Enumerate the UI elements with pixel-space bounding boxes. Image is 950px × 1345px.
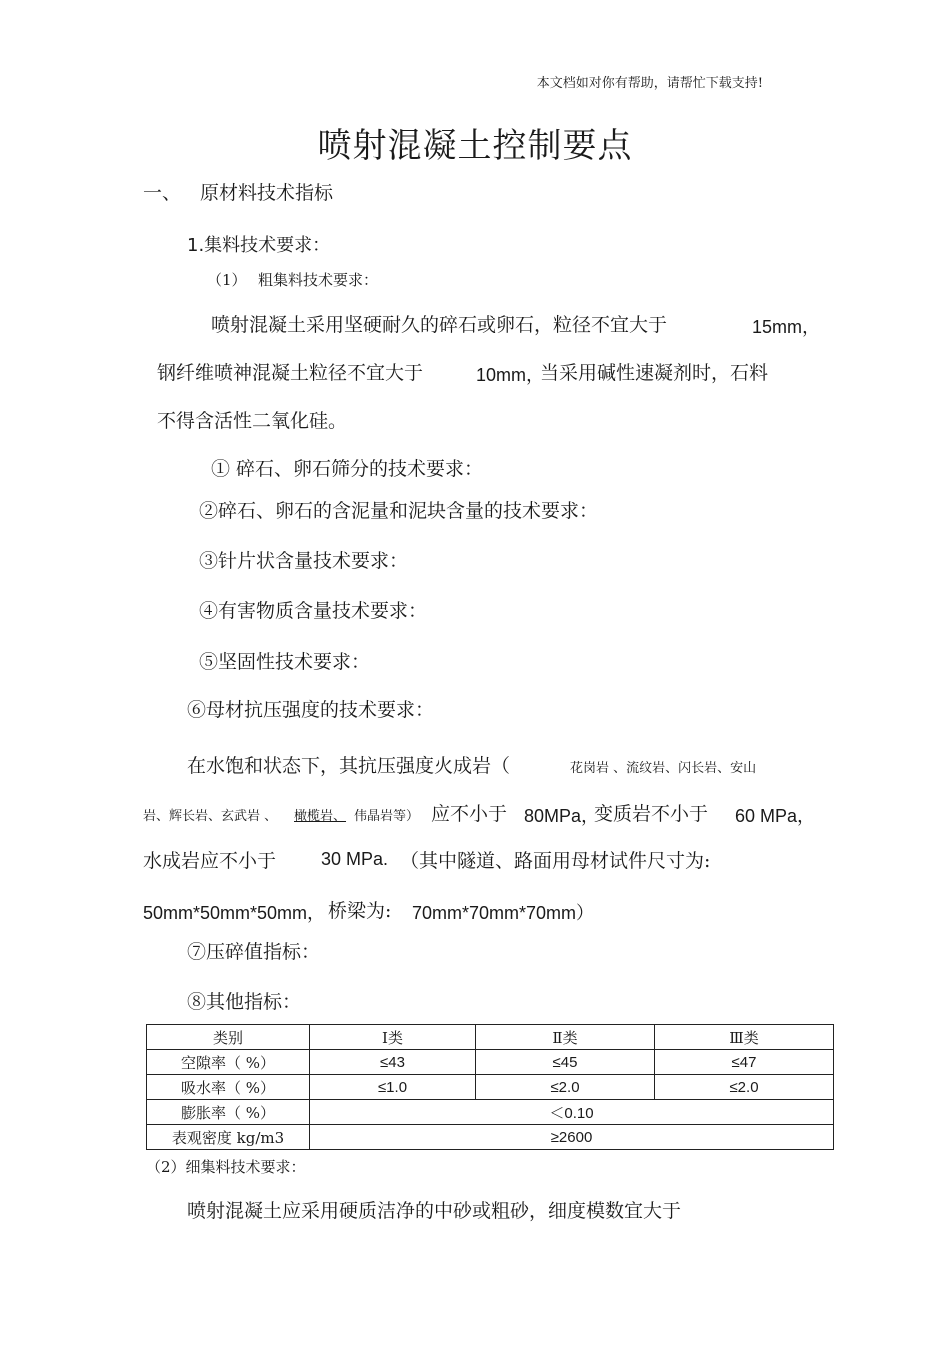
para1-line2-num: 10mm， — [476, 365, 545, 385]
para2-line1-small: 花岗岩 、流纹岩、闪长岩、安山 — [570, 761, 757, 776]
para2-line2-text-b: 变质岩不小于 — [594, 803, 709, 825]
para3: 喷射混凝土应采用硬质洁净的中砂或粗砂，细度模数宜大于 — [187, 1200, 682, 1222]
para2-line2-small-b: 伟晶岩等） — [354, 809, 420, 824]
table-cell: 吸水率（ %） — [147, 1075, 310, 1100]
para2-line1-text: 在水饱和状态下，其抗压强度火成岩（ — [187, 755, 511, 777]
table-cell: ≤2.0 — [476, 1075, 655, 1100]
para2-line3-text-a: 水成岩应不小于 — [143, 850, 277, 872]
table-header-row — [147, 1025, 834, 1050]
table-header-cell: 类别 — [147, 1025, 310, 1050]
table-row — [147, 1050, 834, 1075]
para2-line2-num-b: 60 MPa， — [735, 806, 816, 826]
header-note: 本文档如对你有帮助，请帮忙下载支持! — [536, 76, 763, 91]
item-5: ⑤坚固性技术要求： — [199, 651, 371, 673]
table-row — [147, 1100, 834, 1125]
item-4: ④有害物质含量技术要求： — [199, 600, 428, 622]
section-number: 一、 — [143, 182, 182, 204]
item-6: ⑥母材抗压强度的技术要求： — [187, 699, 435, 721]
item-8: ⑧其他指标： — [187, 991, 302, 1013]
table-row — [147, 1075, 834, 1100]
table-header-cell: Ⅰ类 — [310, 1025, 476, 1050]
para2-line2-num-a: 80MPa， — [524, 806, 600, 826]
item-3: ③针片状含量技术要求： — [199, 550, 409, 572]
para1-line2-text-a: 钢纤维喷神混凝土粒径不宜大于 — [157, 362, 424, 384]
para2-line2-small-underlined: 橄榄岩、 — [294, 809, 347, 824]
table-cell: ≤47 — [655, 1050, 834, 1075]
coarse-heading: 粗集料技术要求： — [258, 271, 379, 289]
item-2: ②碎石、卵石的含泥量和泥块含量的技术要求： — [199, 500, 599, 522]
table-header-cell: Ⅲ类 — [655, 1025, 834, 1050]
para2-line4-num-a: 50mm*50mm*50mm， — [143, 903, 326, 923]
page-title: 喷射混凝土控制要点 — [317, 126, 633, 166]
para1-line3: 不得含活性二氧化硅。 — [157, 410, 348, 432]
para1-line1-text: 喷射混凝土采用坚硬耐久的碎石或卵石，粒径不宜大于 — [211, 314, 668, 336]
table-cell: ≤43 — [310, 1050, 476, 1075]
para2-line2-small-a: 岩、辉长岩、玄武岩 、 — [143, 809, 278, 824]
table-cell-merged: ≥2600 — [310, 1125, 834, 1150]
para2-line3-num: 30 MPa. — [321, 849, 389, 869]
para2-line4-text: 桥梁为: — [328, 900, 392, 922]
item-7: ⑦压碎值指标： — [187, 941, 321, 963]
section-title: 原材料技术指标 — [200, 182, 334, 204]
table-cell: 膨胀率（ %） — [147, 1100, 310, 1125]
spec-table — [146, 1024, 834, 1150]
table-header-cell: Ⅱ类 — [476, 1025, 655, 1050]
para2-line3-text-b: （其中隧道、路面用母材试件尺寸为: — [400, 850, 711, 872]
para2-line2-text-a: 应不小于 — [431, 803, 508, 825]
subsection-aggregate: 1.集料技术要求： — [187, 235, 331, 256]
para1-line1-num: 15mm， — [752, 317, 821, 337]
table-cell: 表观密度 kg/m3 — [147, 1125, 310, 1150]
item-1: ① 碎石、卵石筛分的技术要求： — [211, 458, 484, 480]
fine-heading: （2）细集料技术要求： — [146, 1158, 306, 1176]
para2-line4-num-b: 70mm*70mm*70mm） — [412, 903, 595, 923]
coarse-number: （1） — [207, 271, 247, 289]
table-cell-merged: ＜0.10 — [310, 1100, 834, 1125]
table-cell: ≤2.0 — [655, 1075, 834, 1100]
para1-line2-text-b: 当采用碱性速凝剂时，石料 — [540, 362, 769, 384]
table-cell: 空隙率（ %） — [147, 1050, 310, 1075]
table-cell: ≤45 — [476, 1050, 655, 1075]
table-cell: ≤1.0 — [310, 1075, 476, 1100]
table-row — [147, 1125, 834, 1150]
